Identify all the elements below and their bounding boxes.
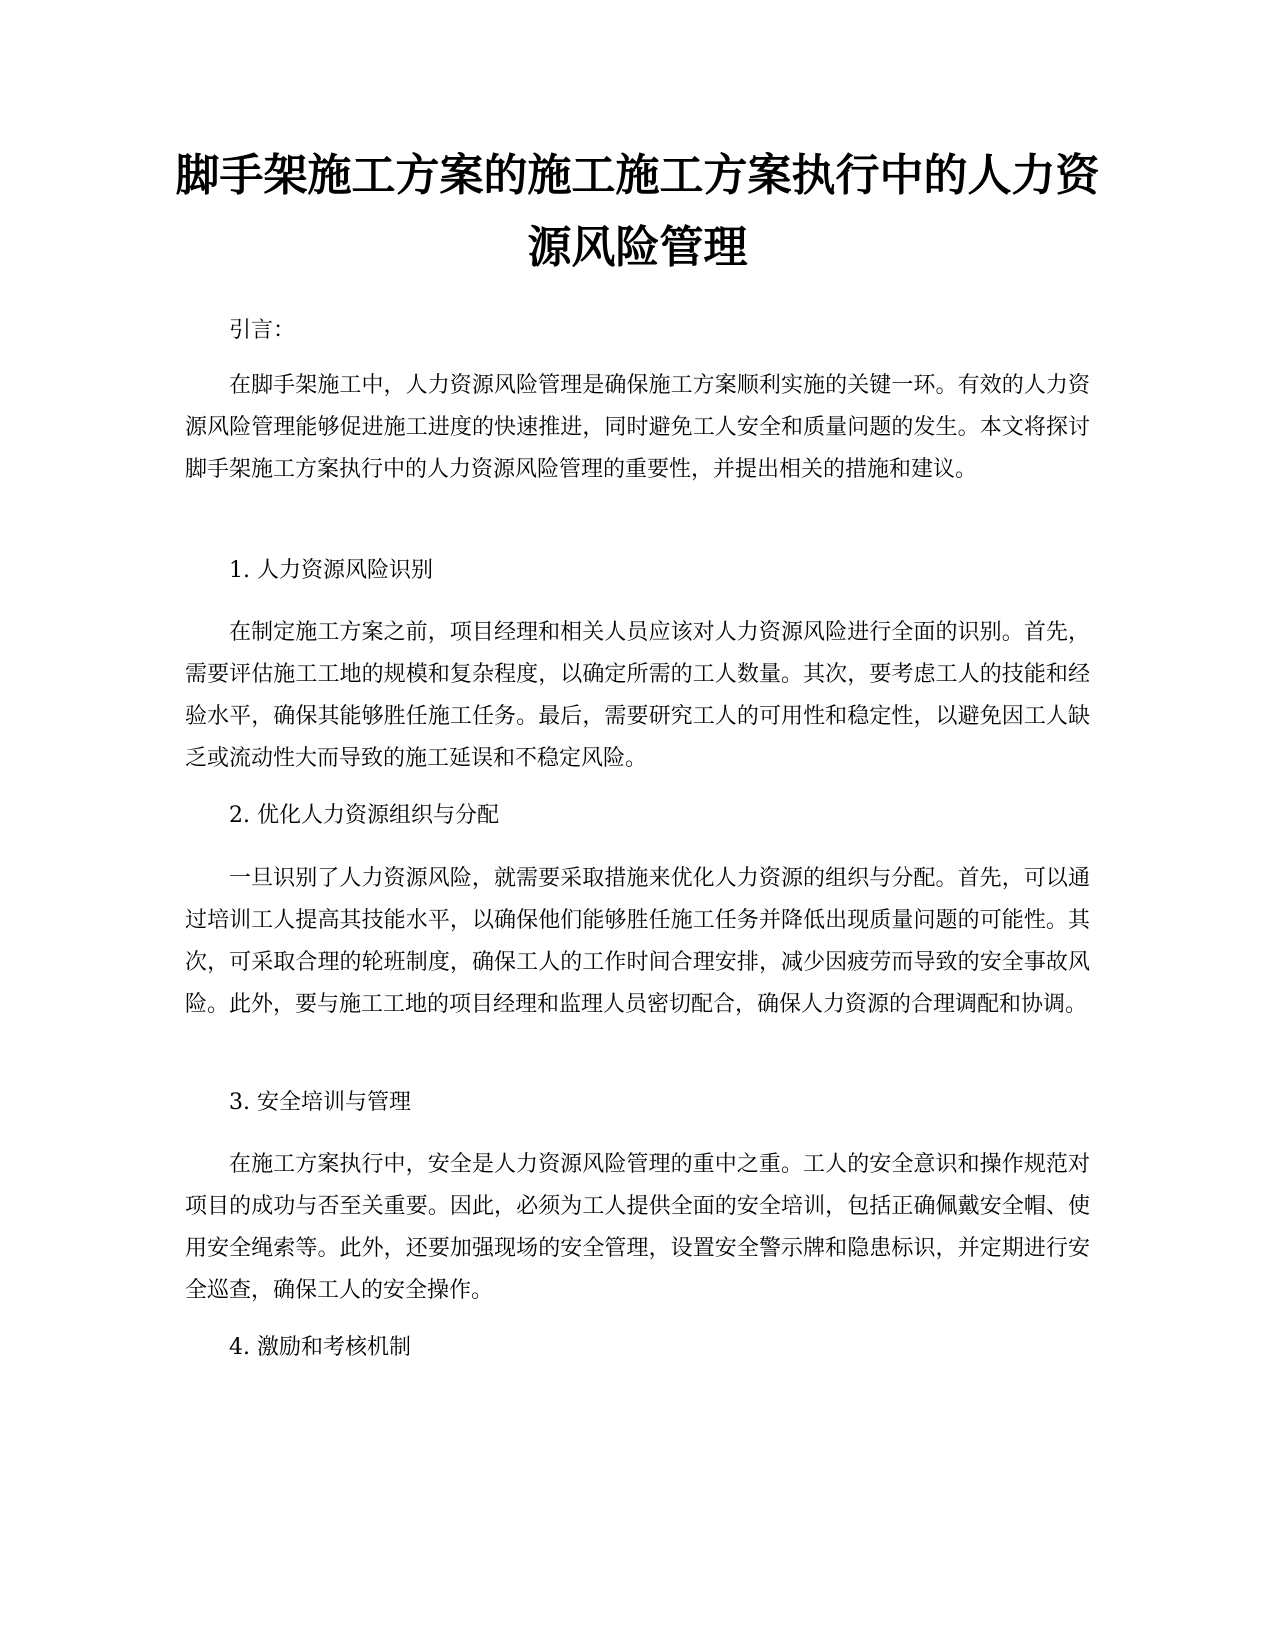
section-paragraph-1: 在制定施工方案之前，项目经理和相关人员应该对人力资源风险进行全面的识别。首先，需要评估施工工地的规模和复杂程度，以确定所需的工人数量。其次，要考虑工人的技能和经验水平，确保其能够胜任施工任务。最后，需要研究工人的可用性和稳定性，以避免因工人缺乏或流动性大而导致的施工延误和不稳定风险。	[185, 620, 1090, 771]
section-heading-1: 1. 人力资源风险识别	[229, 558, 433, 583]
section-heading-3: 3. 安全培训与管理	[229, 1090, 411, 1115]
intro-paragraph: 在脚手架施工中，人力资源风险管理是确保施工方案顺利实施的关键一环。有效的人力资源风险管理能够促进施工进度的快速推进，同时避免工人安全和质量问题的发生。本文将探讨脚手架施工方案执行中的人力资源风险管理的重要性，并提出相关的措施和建议。	[185, 373, 1090, 482]
section-paragraph-3: 在施工方案执行中，安全是人力资源风险管理的重中之重。工人的安全意识和操作规范对项目的成功与否至关重要。因此，必须为工人提供全面的安全培训，包括正确佩戴安全帽、使用安全绳索等。此外，还要加强现场的安全管理，设置安全警示牌和隐患标识，并定期进行安全巡查，确保工人的安全操作。	[185, 1152, 1090, 1303]
intro-label: 引言：	[229, 318, 296, 343]
document-title: 脚手架施工方案的施工施工方案执行中的人力资源风险管理	[175, 150, 1100, 273]
section-heading-2: 2. 优化人力资源组织与分配	[229, 803, 499, 828]
section-heading-4: 4. 激励和考核机制	[229, 1335, 411, 1360]
section-paragraph-2: 一旦识别了人力资源风险，就需要采取措施来优化人力资源的组织与分配。首先，可以通过培训工人提高其技能水平，以确保他们能够胜任施工任务并降低出现质量问题的可能性。其次，可采取合理的轮班制度，确保工人的工作时间合理安排，减少因疲劳而导致的安全事故风险。此外，要与施工工地的项目经理和监理人员密切配合，确保人力资源的合理调配和协调。	[185, 866, 1090, 1017]
